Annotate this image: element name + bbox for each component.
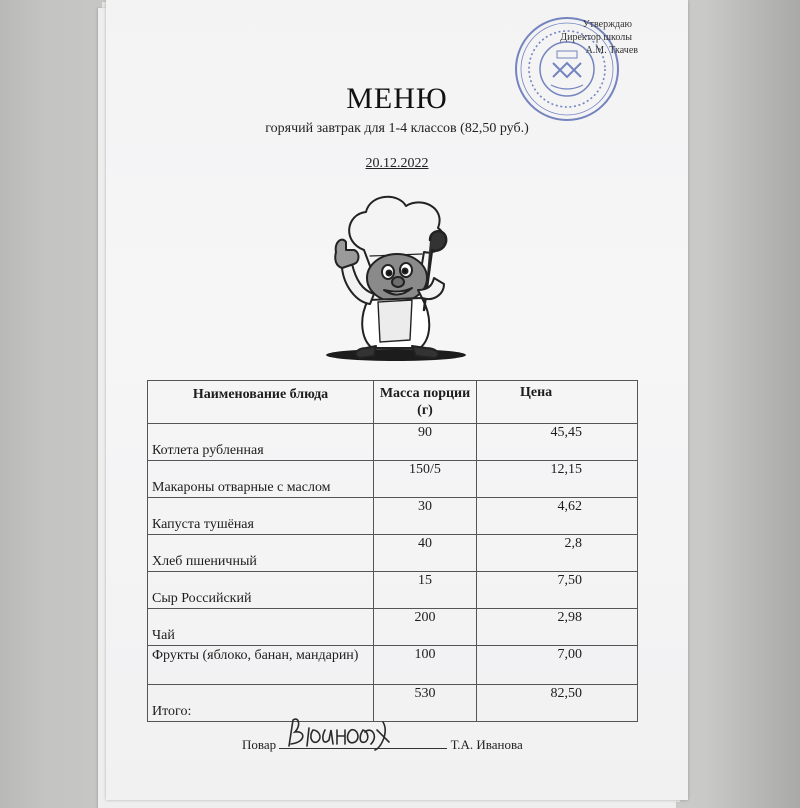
dish-price: 2,8 [477, 535, 638, 572]
dish-name: Капуста тушёная [148, 498, 374, 535]
page-subtitle: горячий завтрак для 1-4 классов (82,50 руб.) [265, 121, 529, 136]
dish-mass: 100 [374, 646, 477, 685]
total-price: 82,50 [477, 685, 638, 722]
chef-illustration-icon [312, 190, 467, 365]
header-dish-name: Наименование блюда [148, 381, 374, 424]
cook-role-label: Повар [242, 737, 277, 752]
table-row [148, 424, 638, 461]
dish-name: Хлеб пшеничный [148, 535, 374, 572]
table-row [148, 535, 638, 572]
header-price: Цена [477, 381, 638, 424]
dish-price: 2,98 [477, 609, 638, 646]
menu-date: 20.12.2022 [365, 156, 429, 171]
dish-mass: 90 [374, 424, 477, 461]
table-row [148, 498, 638, 535]
handwritten-signature-icon [279, 712, 404, 752]
dish-mass: 200 [374, 609, 477, 646]
table-row [148, 609, 638, 646]
dish-name: Фрукты (яблоко, банан, мандарин) [148, 646, 374, 685]
cook-name: Т.А. Иванова [450, 737, 523, 752]
total-label: Итого: [148, 685, 374, 722]
approval-block [560, 18, 638, 57]
dish-mass: 150/5 [374, 461, 477, 498]
dish-price: 12,15 [477, 461, 638, 498]
dish-name: Котлета рубленная [148, 424, 374, 461]
approval-line-3: А.М. Ткачев [585, 45, 638, 56]
dish-price: 7,00 [477, 646, 638, 685]
menu-page [106, 0, 688, 800]
dish-price: 45,45 [477, 424, 638, 461]
dish-name: Чай [148, 609, 374, 646]
cook-signature-block [242, 736, 523, 753]
table-row [148, 572, 638, 609]
signature-line [279, 736, 447, 749]
table-header-row [148, 381, 638, 424]
approval-line-1: Утверждаю [582, 19, 632, 30]
dish-price: 4,62 [477, 498, 638, 535]
dish-mass: 30 [374, 498, 477, 535]
dish-price: 7,50 [477, 572, 638, 609]
header-portion-mass: Масса порции (г) [374, 381, 477, 424]
page-title: МЕНЮ [346, 82, 448, 115]
dish-mass: 40 [374, 535, 477, 572]
approval-line-2: Директор школы [560, 32, 632, 43]
dish-mass: 15 [374, 572, 477, 609]
table-row [148, 461, 638, 498]
table-row [148, 646, 638, 685]
dish-name: Макароны отварные с маслом [148, 461, 374, 498]
menu-table [147, 380, 638, 722]
dish-name: Сыр Российский [148, 572, 374, 609]
total-mass: 530 [374, 685, 477, 722]
